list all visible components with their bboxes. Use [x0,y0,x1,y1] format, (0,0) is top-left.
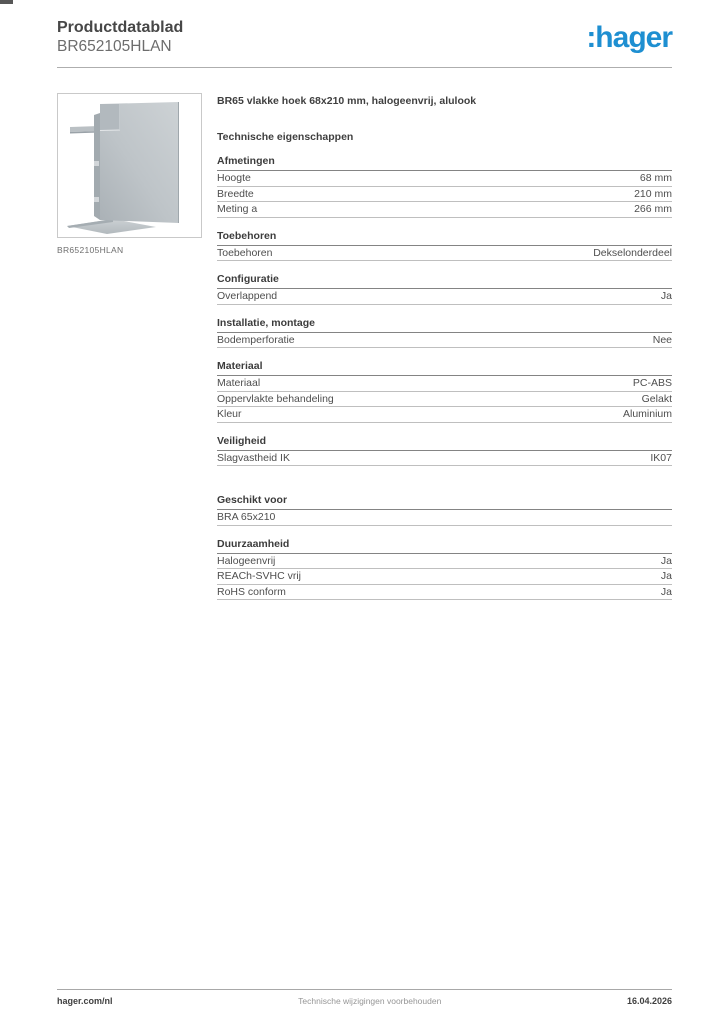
spec-label: RoHS conform [217,585,286,598]
spec-label: Oppervlakte behandeling [217,392,334,405]
spec-section [217,230,672,262]
spec-value: 68 mm [639,172,672,185]
spec-row [217,392,672,408]
product-image [57,93,202,238]
spec-section-title: Configuratie [217,273,672,289]
hager-logo: :hager [586,21,672,54]
spec-row [217,569,672,585]
product-image-caption: BR652105HLAN [57,245,124,255]
spec-label: Materiaal [217,377,261,390]
spec-row [217,585,672,601]
header-titles [57,19,183,56]
spec-label: Meting a [217,203,258,216]
footer [57,996,672,1006]
footer-divider [57,989,672,990]
spec-row [217,376,672,392]
spec-row [217,289,672,305]
spec-row [217,451,672,467]
header [57,19,672,56]
spec-value: Nee [652,333,672,346]
spec-value: Ja [660,554,672,567]
spec-label: Halogeenvrij [217,554,276,567]
spec-row [217,333,672,349]
product-title: BR65 vlakke hoek 68x210 mm, halogeenvrij, alulook [217,95,477,107]
product-reference: BR652105HLAN [57,38,172,56]
spec-section-title: Afmetingen [217,155,672,171]
spec-section [217,360,672,423]
spec-label: Kleur [217,408,242,421]
page-corner-artifact [0,0,13,4]
spec-value: Dekselonderdeel [593,246,672,259]
spec-value: Aluminium [622,408,672,421]
spec-section [217,155,672,218]
spec-value: IK07 [650,451,672,464]
spec-section-title: Geschikt voor [217,494,672,510]
footer-site-link[interactable]: hager.com/nl [57,996,113,1006]
spec-label: Overlappend [217,290,278,303]
spec-label: REACh-SVHC vrij [217,570,302,583]
specs-heading: Technische eigenschappen [217,131,354,143]
spec-row [217,171,672,187]
footer-disclaimer: Technische wijzigingen voorbehouden [298,996,442,1006]
spec-value: Ja [660,290,672,303]
header-divider [57,67,672,68]
spec-row [217,187,672,203]
spec-label: Toebehoren [217,246,273,259]
spec-label: Hoogte [217,172,251,185]
spec-section-title: Duurzaamheid [217,538,672,554]
spec-section-title: Materiaal [217,360,672,376]
page-title: Productdatablad [57,19,184,36]
spec-value: 210 mm [634,187,672,200]
spec-section [217,494,672,526]
spec-section-title: Toebehoren [217,230,672,246]
spec-section [217,435,672,467]
spec-section [217,317,672,349]
spec-label: Breedte [217,187,254,200]
spec-sections [217,155,672,600]
spec-value: Ja [660,585,672,598]
spec-row [217,510,672,526]
spec-section-title: Veiligheid [217,435,672,451]
spec-label: Slagvastheid IK [217,451,290,464]
spec-row [217,407,672,423]
product-photo-illustration [58,94,201,237]
spec-label: Bodemperforatie [217,333,295,346]
spec-section [217,273,672,305]
spec-row [217,202,672,218]
spec-value: PC-ABS [632,377,672,390]
spec-value: Gelakt [641,392,672,405]
spec-label: BRA 65x210 [217,511,276,524]
spec-row [217,554,672,570]
product-image-column [57,93,202,600]
spec-value: Ja [660,570,672,583]
main-content [57,93,672,600]
spec-section [217,538,672,601]
footer-date: 16.04.2026 [626,996,672,1006]
spec-column [217,93,672,600]
spec-row [217,246,672,262]
spec-section-title: Installatie, montage [217,317,672,333]
spec-value: 266 mm [634,203,672,216]
